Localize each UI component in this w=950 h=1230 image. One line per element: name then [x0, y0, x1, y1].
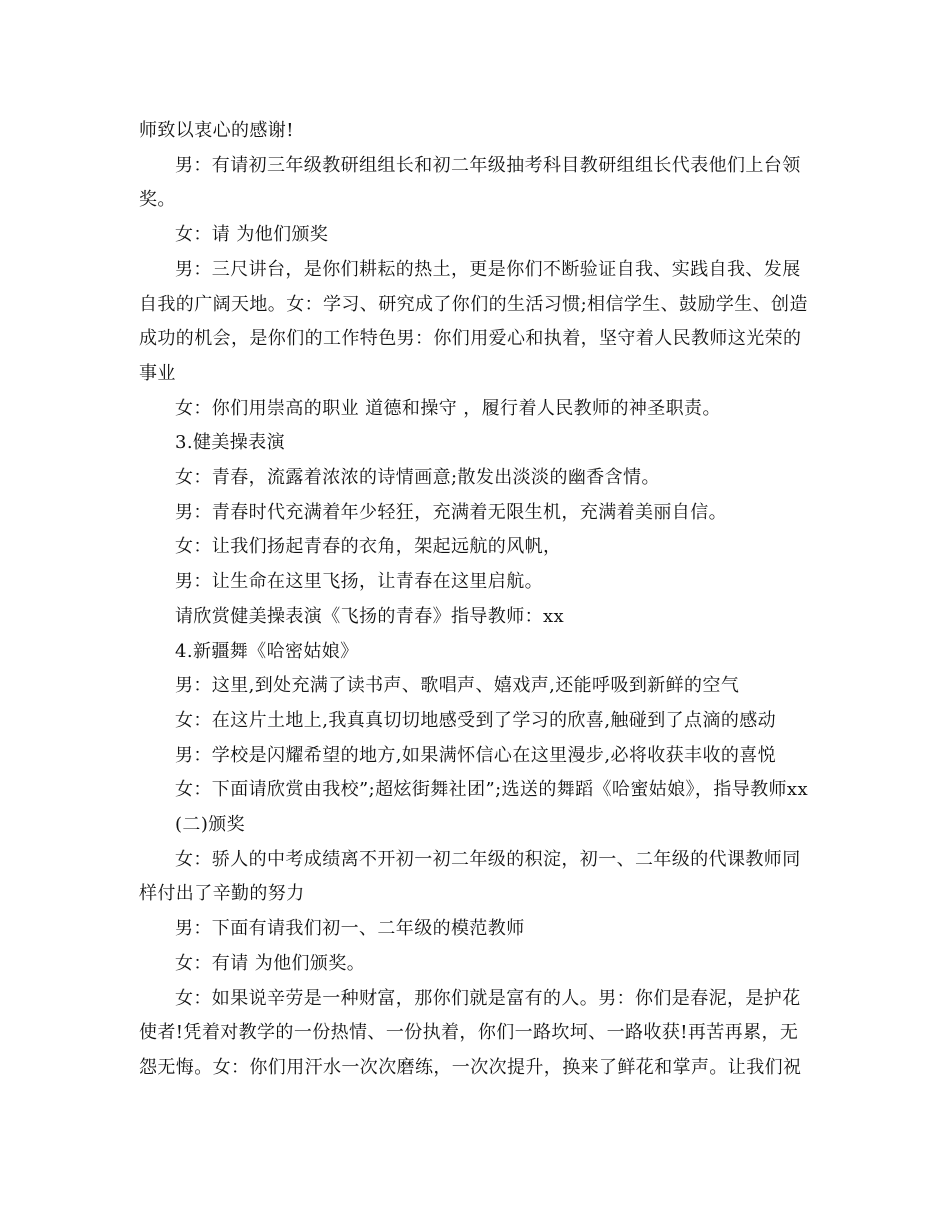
- paragraph: 男：三尺讲台，是你们耕耘的热土，更是你们不断验证自我、实践自我、发展自我的广阔天地。女：学习、研究成了你们的生活习惯;相信学生、鼓励学生、创造成功的机会，是你们的工作特色男：你们用爱心和执着，坚守着人民教师这光荣的事业: [139, 258, 808, 384]
- paragraph: 请欣赏健美操表演《飞扬的青春》指导教师：xx: [175, 605, 565, 627]
- section-heading: (二)颁奖: [175, 814, 246, 836]
- paragraph: 男：青春时代充满着年少轻狂，充满着无限生机，充满着美丽自信。: [175, 501, 727, 523]
- section-heading: 4.新疆舞《哈密姑娘》: [175, 640, 359, 662]
- paragraph: 男：让生命在这里飞扬，让青春在这里启航。: [175, 571, 543, 593]
- paragraph: 女：在这片土地上,我真真切切地感受到了学习的欣喜,触碰到了点滴的感动: [175, 709, 777, 731]
- paragraph: 女：你们用崇高的职业 道德和操守 ，履行着人民教师的神圣职责。: [175, 397, 721, 419]
- paragraph: 男：有请初三年级教研组组长和初二年级抽考科目教研组组长代表他们上台领奖。: [139, 154, 801, 211]
- paragraph: 女：骄人的中考成绩离不开初一初二年级的积淀，初一、二年级的代课教师同样付出了辛勤的努力: [139, 848, 801, 905]
- paragraph: 女：有请 为他们颁奖。: [175, 952, 366, 974]
- paragraph: 女：如果说辛劳是一种财富，那你们就是富有的人。男：你们是春泥，是护花使者!凭着对教学的一份热情、一份执着，你们一路坎坷、一路收获!再苦再累，无怨无悔。女：你们用汗水一次次磨练，一次次提升，换来了鲜花和掌声。让我们祝: [139, 987, 802, 1078]
- paragraph: 女：请 为他们颁奖: [175, 224, 329, 246]
- paragraph: 男：这里,到处充满了读书声、歌唱声、嬉戏声,还能呼吸到新鲜的空气: [175, 675, 740, 697]
- paragraph: 女：下面请欣赏由我校”;超炫街舞社团”;选送的舞蹈《哈蜜姑娘》，指导教师xx: [175, 779, 809, 801]
- paragraph: 男：学校是闪耀希望的地方,如果满怀信心在这里漫步,必将收获丰收的喜悦: [175, 744, 777, 766]
- section-heading: 3.健美操表演: [175, 432, 285, 454]
- paragraph: 男：下面有请我们初一、二年级的模范教师: [175, 918, 525, 940]
- paragraph: 女：青春，流露着浓浓的诗情画意;散发出淡淡的幽香含情。: [175, 467, 660, 489]
- paragraph: 女：让我们扬起青春的衣角，架起远航的风帆，: [175, 536, 562, 558]
- document-body: [139, 114, 815, 1086]
- paragraph: 师致以衷心的感谢!: [139, 120, 294, 141]
